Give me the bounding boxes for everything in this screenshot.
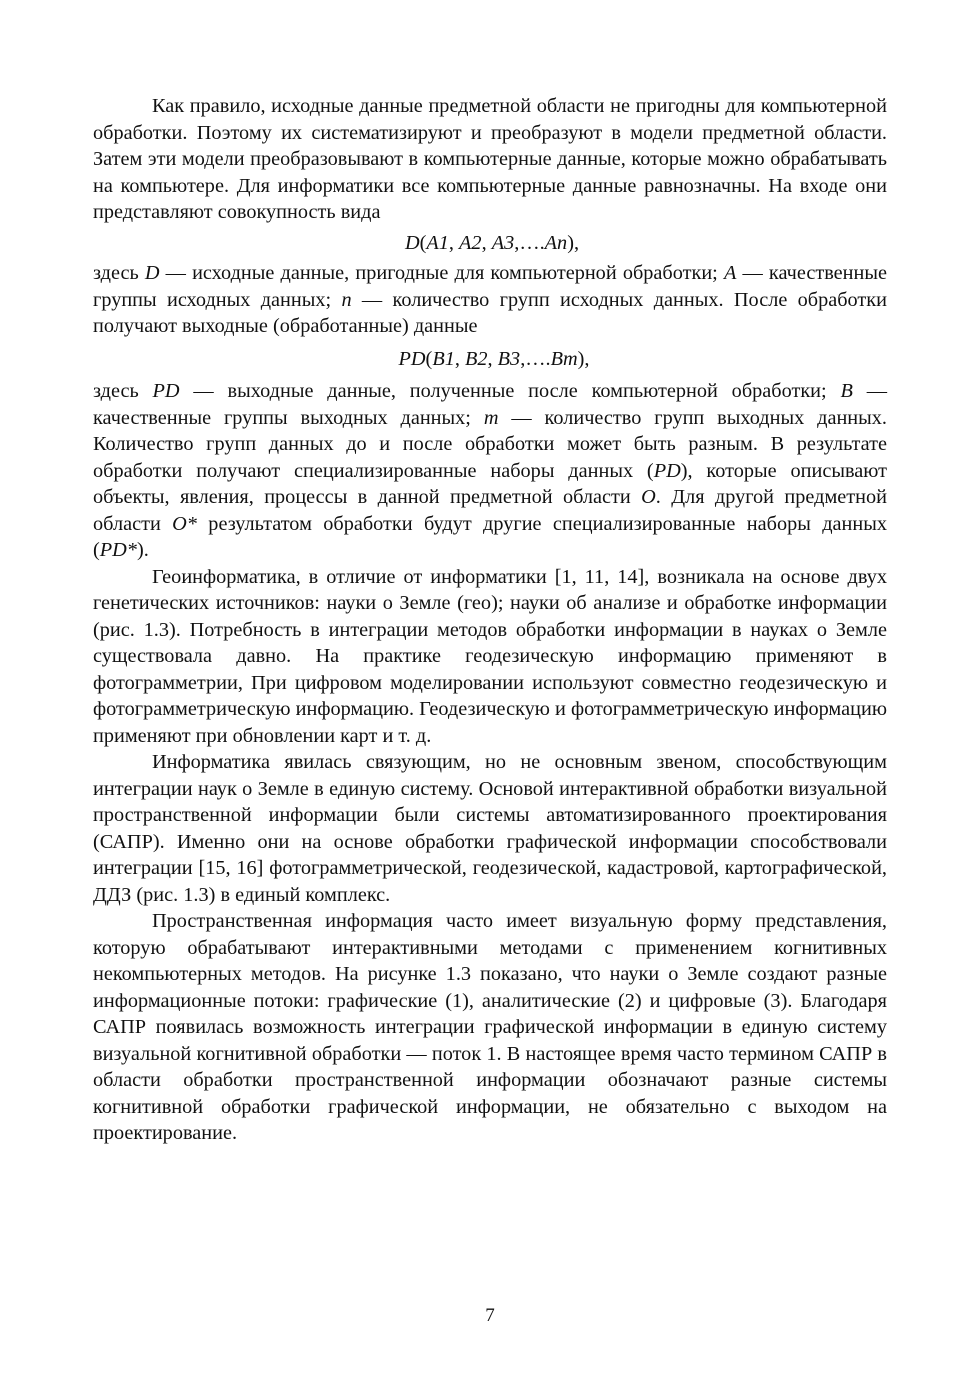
formula-input-data: D(A1, A2, A3,….An), bbox=[404, 231, 580, 254]
paragraph-3: здесь PD — выходные данные, полученные после компьютерной обработки; B — качественные группы выходных данных; m — количество групп выходных данных. Количество групп данных до и после обработки может быть разным. В результате обработки получают специализированные наборы данных (PD), которые описывают объекты, явления, процессы в данной предметной области O. Для другой предметной области O* результатом обработки будут другие специализированные наборы данных (PD*). bbox=[93, 380, 888, 561]
paragraph-4: Геоинформатика, в отличие от информатики [1, 11, 14], возникала на основе двух генетических источников: науки о Земле (гео); науки об анализе и обработке информации (рис. 1.3). Потребность в интеграции методов обработки информации в науках о Земле существовала давно. На практике геодезическую информацию применяют в фотограмметрии, При цифровом моделировании используют совместно геодезическую и фотограмметрическую информацию. Геодезическую и фотограмметрическую информацию применяют при обновлении карт и т. д. bbox=[93, 565, 887, 747]
paragraph-1: Как правило, исходные данные предметной области не пригодны для компьютерной обработки. Поэтому их систематизируют и преобразуют в модели предметной области. Затем эти модели преобразовывают в компьютерные данные, которые можно обрабатывать на компьютере. Для информатики все компьютерные данные равнозначны. На входе они представляют совокупность вида bbox=[93, 95, 887, 223]
formula-output-data: PD(B1, B2, B3,….Bm), bbox=[398, 347, 590, 370]
paragraph-5: Информатика явилась связующим, но не основным звеном, способствующим интеграции наук о Земле в единую систему. Основой интерактивной обработки визуальной пространственной информации были системы автоматизированного проектирования (САПР). Именно они на основе обработки графической информации способствовали интеграции [15, 16] фотограмметрической, геодезической, кадастровой, картографической, ДДЗ (рис. 1.3) в единый комплекс. bbox=[93, 751, 887, 906]
body-text bbox=[93, 93, 887, 1147]
page-number: 7 bbox=[485, 1305, 495, 1326]
paragraph-2: здесь D — исходные данные, пригодные для компьютерной обработки; A — качественные группы исходных данных; n — количество групп исходных данных. После обработки получают выходные (обработанные) данные bbox=[93, 262, 887, 337]
paragraph-6: Пространственная информация часто имеет визуальную форму представления, которую обрабатывают интерактивными методами с применением когнитивных некомпьютерных методов. На рисунке 1.3 показано, что науки о Земле создают разные информационные потоки: графические (1), аналитические (2) и цифровые (3). Благодаря САПР появилась возможность интеграции графической информации в единую систему визуальной когнитивной обработки — поток 1. В настоящее время часто термином САПР в области обработки пространственной информации обозначают разные системы когнитивной обработки графической информации, не обязательно с выходом на проектирование. bbox=[93, 910, 887, 1144]
